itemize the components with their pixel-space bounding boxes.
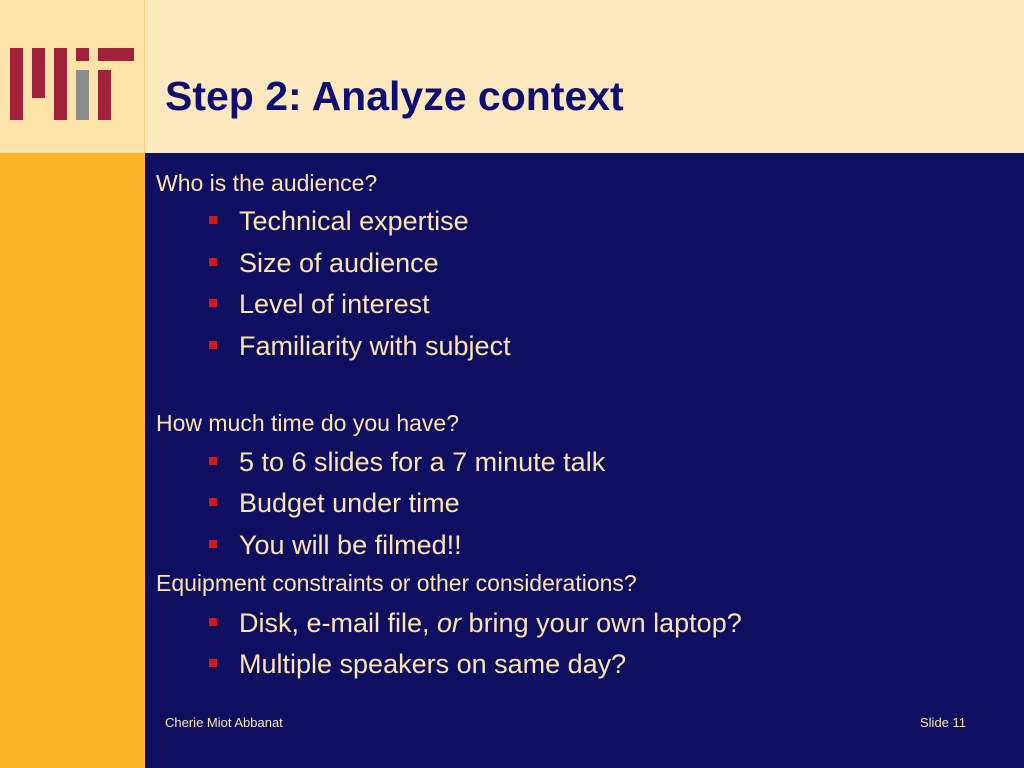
section-heading-equipment: Equipment constraints or other considerations?: [156, 570, 637, 596]
slide-content: Who is the audience? Technical expertise Size of audience Level of interest Familiarity with subject How much time do you have? 5 to 6 slides for a 7 minute talk Budget under time You will be filmed!! Equipment constraints or other considerations? Disk, e-mail file, or bring your own laptop? Multiple speakers on same day? Cherie Miot Abbanat Slide 11: [145, 153, 1024, 768]
section-heading-audience: Who is the audience?: [156, 170, 378, 196]
mit-logo: [0, 0, 145, 153]
square-bullet-icon: [209, 341, 217, 349]
footer-author: Cherie Miot Abbanat: [165, 715, 283, 730]
square-bullet-icon: [209, 659, 217, 667]
square-bullet-icon: [209, 258, 217, 266]
square-bullet-icon: [209, 540, 217, 548]
footer-slide-number: Slide 11: [920, 715, 967, 730]
square-bullet-icon: [209, 216, 217, 224]
square-bullet-icon: [209, 618, 217, 626]
section-heading-time: How much time do you have?: [156, 410, 459, 436]
mit-logo-icon: [10, 48, 135, 120]
square-bullet-icon: [209, 457, 217, 465]
square-bullet-icon: [209, 299, 217, 307]
slide-title: Step 2: Analyze context: [165, 73, 624, 119]
square-bullet-icon: [209, 498, 217, 506]
